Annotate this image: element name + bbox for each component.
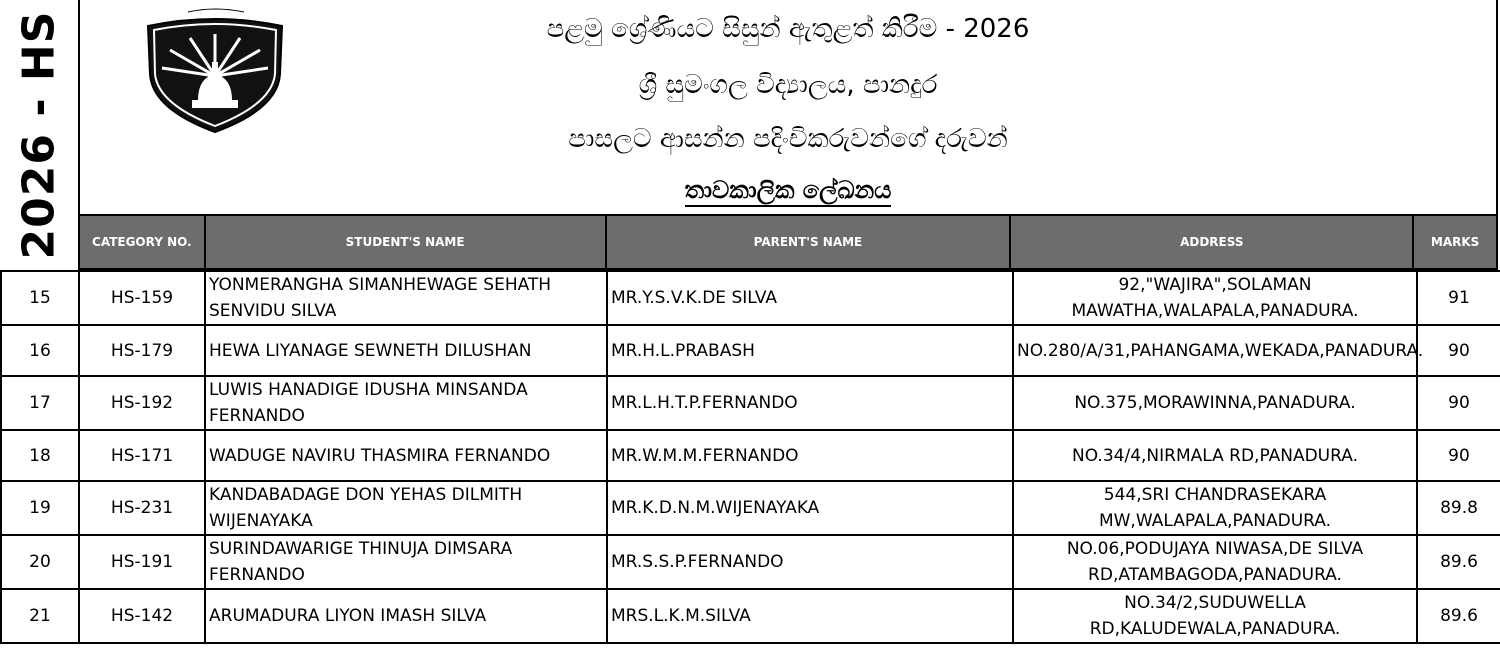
header-title-admission: පළමු ශ්‍රේණියට සිසුන් ඇතුළත් කිරීම - 2026	[546, 14, 1030, 44]
column-student-name: STUDENT'S NAME	[206, 216, 607, 268]
marks-cell: 91	[1417, 271, 1500, 325]
table-row	[1, 535, 1500, 589]
row-number: 19	[1, 481, 79, 535]
student-name-cell: ARUMADURA LIYON IMASH SILVA	[205, 589, 607, 643]
header-title-category: පාසලට ආසන්න පදිංචිකරුවන්ගේ දරුවන්	[568, 124, 1008, 154]
table-row	[1, 589, 1500, 643]
address-cell: NO.280/A/31,PAHANGAMA,WEKADA,PANADURA.	[1013, 325, 1417, 376]
parent-name-cell: MR.W.M.M.FERNANDO	[607, 430, 1013, 481]
student-name-cell: LUWIS HANADIGE IDUSHA MINSANDA FERNANDO	[205, 376, 607, 430]
address-cell: NO.375,MORAWINNA,PANADURA.	[1013, 376, 1417, 430]
category-no-cell: HS-179	[79, 325, 205, 376]
address-cell: 92,"WAJIRA",SOLAMAN MAWATHA,WALAPALA,PANADURA.	[1013, 271, 1417, 325]
column-address: ADDRESS	[1011, 216, 1414, 268]
table-column-header	[78, 214, 1498, 270]
address-cell: 544,SRI CHANDRASEKARA MW,WALAPALA,PANADURA.	[1013, 481, 1417, 535]
row-number: 15	[1, 271, 79, 325]
parent-name-cell: MR.L.H.T.P.FERNANDO	[607, 376, 1013, 430]
header-title-temporary-list	[78, 176, 1498, 204]
category-no-cell: HS-191	[79, 535, 205, 589]
marks-cell: 90	[1417, 325, 1500, 376]
marks-cell: 90	[1417, 376, 1500, 430]
address-cell: NO.34/2,SUDUWELLA RD,KALUDEWALA,PANADURA.	[1013, 589, 1417, 643]
document-header	[78, 0, 1498, 214]
parent-name-cell: MRS.L.K.M.SILVA	[607, 589, 1013, 643]
temporary-list-label: තාවකාලික ලේඛනය	[685, 176, 892, 207]
parent-name-cell: MR.K.D.N.M.WIJENAYAKA	[607, 481, 1013, 535]
marks-cell: 90	[1417, 430, 1500, 481]
students-table	[0, 270, 1500, 644]
address-cell: NO.34/4,NIRMALA RD,PANADURA.	[1013, 430, 1417, 481]
marks-cell: 89.6	[1417, 535, 1500, 589]
category-no-cell: HS-142	[79, 589, 205, 643]
row-number: 20	[1, 535, 79, 589]
student-name-cell: WADUGE NAVIRU THASMIRA FERNANDO	[205, 430, 607, 481]
parent-name-cell: MR.Y.S.V.K.DE SILVA	[607, 271, 1013, 325]
student-name-cell: HEWA LIYANAGE SEWNETH DILUSHAN	[205, 325, 607, 376]
parent-name-cell: MR.S.S.P.FERNANDO	[607, 535, 1013, 589]
table-row	[1, 430, 1500, 481]
marks-cell: 89.6	[1417, 589, 1500, 643]
category-no-cell: HS-159	[79, 271, 205, 325]
row-number: 16	[1, 325, 79, 376]
table-row	[1, 271, 1500, 325]
table-row	[1, 325, 1500, 376]
category-no-cell: HS-231	[79, 481, 205, 535]
header-title-school: ශ්‍රී සුමංගල විද්‍යාලය, පානදුර	[638, 70, 938, 100]
row-number: 18	[1, 430, 79, 481]
table-row	[1, 481, 1500, 535]
category-no-cell: HS-171	[79, 430, 205, 481]
row-number: 21	[1, 589, 79, 643]
address-cell: NO.06,PODUJAYA NIWASA,DE SILVA RD,ATAMBAGODA,PANADURA.	[1013, 535, 1417, 589]
side-label: 2026 - HS	[13, 10, 65, 260]
category-no-cell: HS-192	[79, 376, 205, 430]
student-name-cell: KANDABADAGE DON YEHAS DILMITH WIJENAYAKA	[205, 481, 607, 535]
side-banner	[0, 0, 80, 270]
column-marks: MARKS	[1430, 235, 1480, 249]
students-table-body	[1, 271, 1500, 643]
parent-name-cell: MR.H.L.PRABASH	[607, 325, 1013, 376]
row-number: 17	[1, 376, 79, 430]
student-name-cell: SURINDAWARIGE THINUJA DIMSARA FERNANDO	[205, 535, 607, 589]
column-parent-name: PARENT'S NAME	[607, 216, 1012, 268]
table-row	[1, 376, 1500, 430]
marks-cell: 89.8	[1417, 481, 1500, 535]
column-category-no: CATEGORY NO.	[80, 216, 206, 268]
student-name-cell: YONMERANGHA SIMANHEWAGE SEHATH SENVIDU SILVA	[205, 271, 607, 325]
